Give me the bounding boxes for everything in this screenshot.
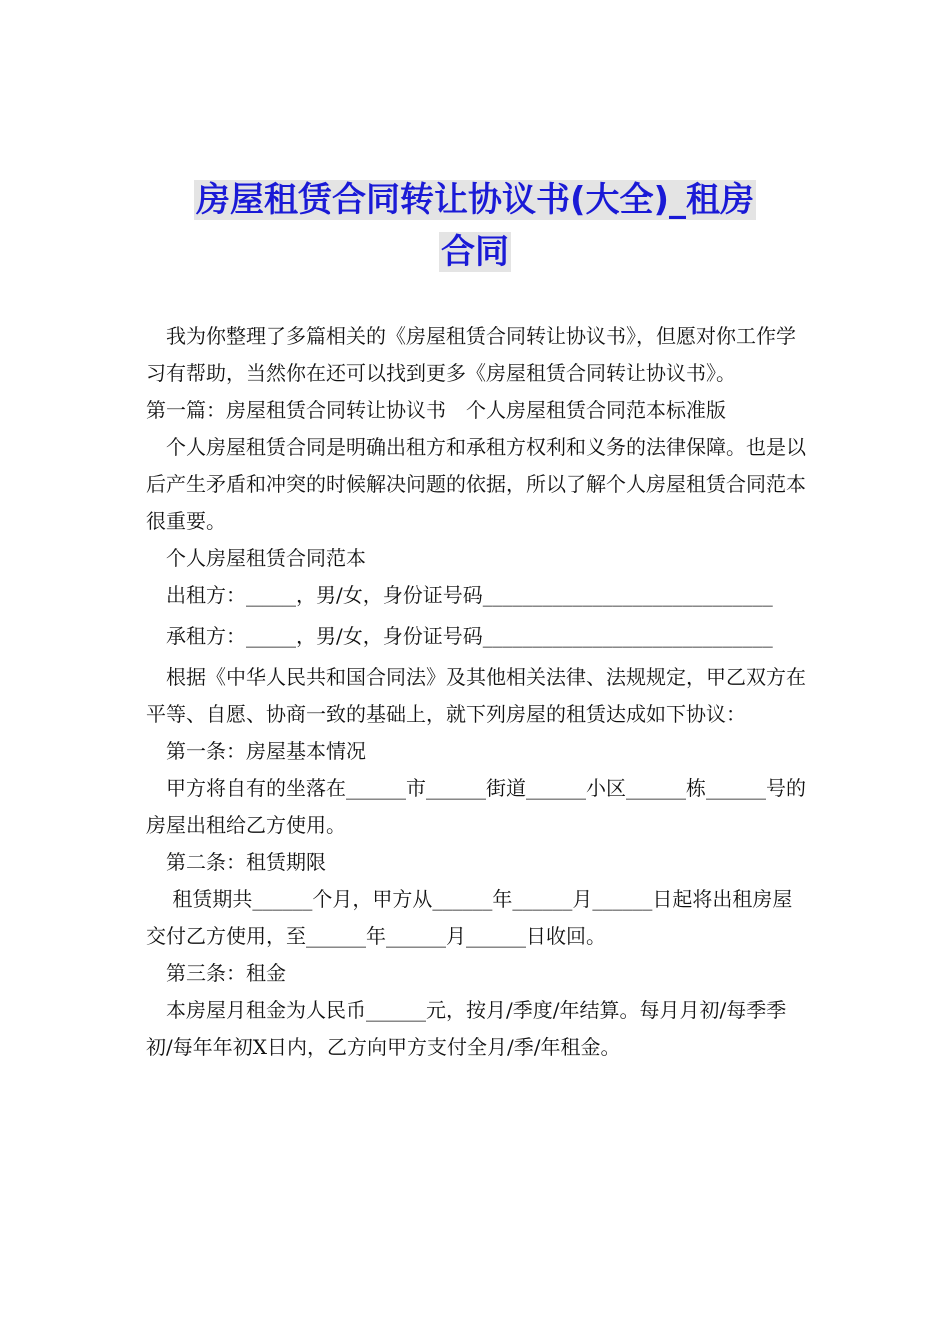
title-line-2: 合同 <box>441 232 509 272</box>
article-3-heading: 第三条：租金 <box>166 961 286 985</box>
article-1-content: 甲方将自有的坐落在______市______街道______小区______栋______号的房屋出租给乙方使用。 <box>146 776 806 837</box>
lessee-line: 承租方：_____，男/女，身份证号码_____________________________ <box>166 624 773 648</box>
article-1-heading: 第一条：房屋基本情况 <box>166 739 366 763</box>
document-body <box>146 318 811 1066</box>
section-heading-1: 第一篇：房屋租赁合同转让协议书 个人房屋租赁合同范本标准版 <box>146 398 726 422</box>
contract-intro-paragraph: 个人房屋租赁合同是明确出租方和承租方权利和义务的法律保障。也是以后产生矛盾和冲突的时候解决问题的依据，所以了解个人房屋租赁合同范本很重要。 <box>146 435 806 533</box>
article-2-content: 租赁期共______个月，甲方从______年______月______日起将出租房屋交付乙方使用，至______年______月______日收回。 <box>146 887 793 948</box>
lessor-line: 出租方：_____，男/女，身份证号码_____________________________ <box>166 583 773 607</box>
document-title <box>150 174 800 278</box>
intro-paragraph: 我为你整理了多篇相关的《房屋租赁合同转让协议书》，但愿对你工作学习有帮助，当然你在还可以找到更多《房屋租赁合同转让协议书》。 <box>146 324 796 385</box>
article-3-content: 本房屋月租金为人民币______元，按月/季度/年结算。每月月初/每季季初/每年年初X日内，乙方向甲方支付全月/季/年租金。 <box>146 998 787 1059</box>
legal-basis-paragraph: 根据《中华人民共和国合同法》及其他相关法律、法规规定，甲乙双方在平等、自愿、协商一致的基础上，就下列房屋的租赁达成如下协议： <box>146 665 806 726</box>
article-2-heading: 第二条：租赁期限 <box>166 850 326 874</box>
title-line-1: 房屋租赁合同转让协议书(大全)_租房 <box>195 180 755 220</box>
template-heading: 个人房屋租赁合同范本 <box>166 546 366 570</box>
